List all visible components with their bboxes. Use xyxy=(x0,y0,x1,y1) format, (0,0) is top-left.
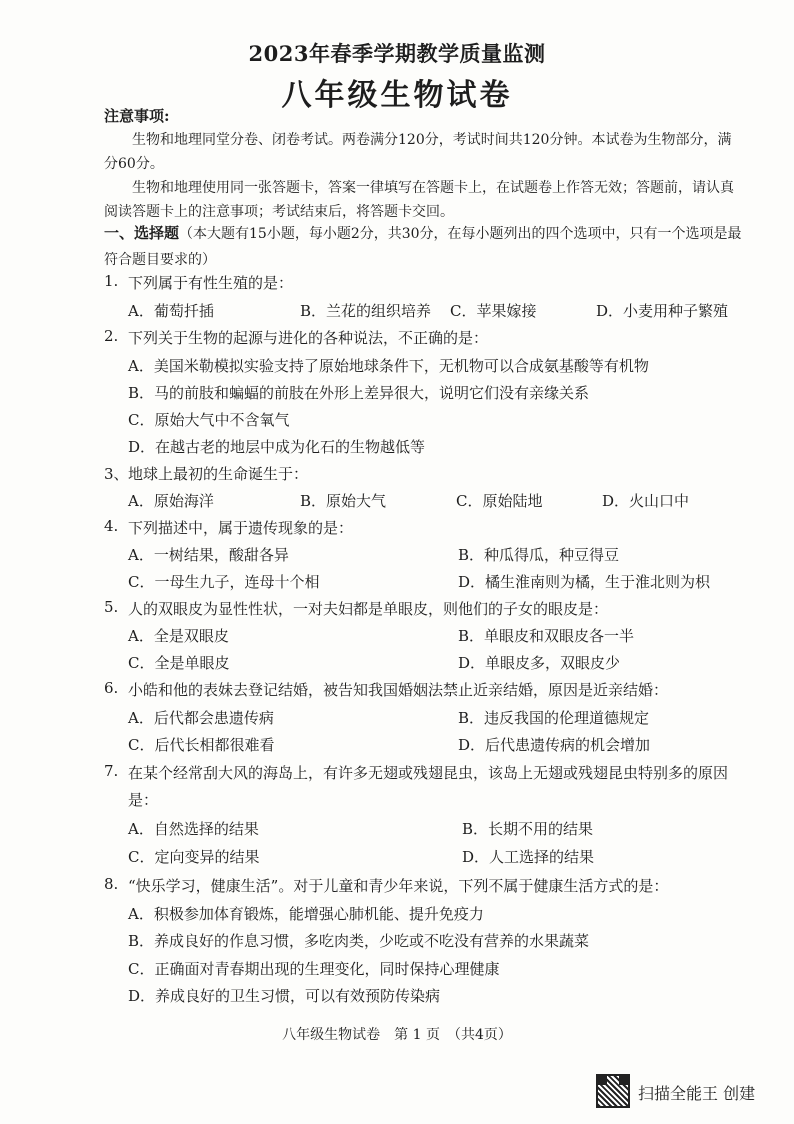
question-stem: 下列描述中，属于遗传现象的是： xyxy=(128,519,354,537)
option-b: B．长期不用的结果 xyxy=(462,820,594,838)
option-d: D．单眼皮多，双眼皮少 xyxy=(458,654,621,672)
option-d: D．橘生淮南则为橘，生于淮北则为枳 xyxy=(458,573,711,591)
question-stem: 在某个经常刮大风的海岛上，有许多无翅或残翅昆虫，该岛上无翅或残翅昆虫特别多的原因 xyxy=(128,764,729,782)
option-a: A．葡萄扦插 xyxy=(128,302,214,320)
option-a: A．一树结果，酸甜各异 xyxy=(128,546,289,564)
notes-paragraph-1: 生物和地理同堂分卷、闭卷考试。两卷满分120分，考试时间共120分钟。本试卷为生物部分，满分60分。 xyxy=(104,132,732,172)
option-b: B．兰花的组织培养 xyxy=(300,302,432,320)
question-number: 7. xyxy=(104,762,119,780)
exam-title: 2023年春季学期教学质量监测 xyxy=(248,41,546,66)
qr-code-icon xyxy=(596,1074,630,1108)
question-2-option-d: D．在越古老的地层中成为化石的生物越低等 xyxy=(128,438,426,456)
question-stem: 人的双眼皮为显性性状，一对夫妇都是单眼皮，则他们的子女的眼皮是： xyxy=(128,600,609,618)
question-2-option-b: B．马的前肢和蝙蝠的前肢在外形上差异很大，说明它们没有亲缘关系 xyxy=(128,384,590,402)
page-footer: 八年级生物试卷 第 1 页 （共4页） xyxy=(282,1027,512,1043)
question-2-option-c: C．原始大气中不含氧气 xyxy=(128,411,290,429)
question-number: 4. xyxy=(104,517,119,535)
notes-heading: 注意事项: xyxy=(104,107,170,125)
option-b: B．违反我国的伦理道德规定 xyxy=(458,709,650,727)
question-number: 1. xyxy=(104,272,119,290)
question-stem: 下列属于有性生殖的是： xyxy=(128,274,294,292)
option-d: D．后代患遗传病的机会增加 xyxy=(458,736,651,754)
section-header xyxy=(104,220,744,273)
option-b: B．种瓜得瓜，种豆得豆 xyxy=(458,546,620,564)
option-c: C．后代长相都很难看 xyxy=(128,736,275,754)
option-c: C．原始陆地 xyxy=(456,492,543,510)
question-number: 8. xyxy=(104,875,119,893)
section-description: （本大题有15小题，每小题2分，共30分，在每小题列出的四个选项中，只有一个选项是最符合题目要求的） xyxy=(104,226,742,268)
option-d: D．人工选择的结果 xyxy=(462,848,595,866)
question-number: 2. xyxy=(104,327,119,345)
question-stem-continued: 是： xyxy=(128,791,159,809)
question-2-option-a: A．美国米勒模拟实验支持了原始地球条件下，无机物可以合成氨基酸等有机物 xyxy=(128,357,649,375)
question-stem: 地球上最初的生命诞生于： xyxy=(128,465,309,483)
exam-subtitle: 八年级生物试卷 xyxy=(281,78,513,113)
option-d: D．火山口中 xyxy=(602,492,690,510)
question-8-option-b: B．养成良好的作息习惯，多吃肉类，少吃或不吃没有营养的水果蔬菜 xyxy=(128,932,590,950)
option-a: A．自然选择的结果 xyxy=(128,820,259,838)
option-a: A．全是双眼皮 xyxy=(128,627,229,645)
option-a: A．原始海洋 xyxy=(128,492,214,510)
question-stem: 下列关于生物的起源与进化的各种说法，不正确的是： xyxy=(128,329,489,347)
question-8-option-c: C．正确面对青春期出现的生理变化，同时保持心理健康 xyxy=(128,960,500,978)
section-label: 一、选择题 xyxy=(104,224,180,242)
option-c: C．全是单眼皮 xyxy=(128,654,230,672)
question-stem: 小皓和他的表妹去登记结婚，被告知我国婚姻法禁止近亲结婚，原因是近亲结婚： xyxy=(128,681,669,699)
scanner-watermark: 扫描全能王 创建 xyxy=(638,1084,756,1103)
notes-paragraph-2: 生物和地理使用同一张答题卡，答案一律填写在答题卡上，在试题卷上作答无效；答题前，请认真阅读答题卡上的注意事项；考试结束后，将答题卡交回。 xyxy=(104,180,734,220)
question-8-option-a: A．积极参加体育锻炼，能增强心肺机能、提升免疫力 xyxy=(128,905,484,923)
option-b: B．原始大气 xyxy=(300,492,387,510)
option-c: C．定向变异的结果 xyxy=(128,848,260,866)
question-number: 6. xyxy=(104,679,119,697)
option-a: A．后代都会患遗传病 xyxy=(128,709,274,727)
question-number: 3、 xyxy=(104,465,129,483)
option-d: D．小麦用种子繁殖 xyxy=(596,302,729,320)
question-stem: “快乐学习，健康生活”。对于儿童和青少年来说，下列不属于健康生活方式的是： xyxy=(128,877,669,895)
option-c: C．一母生九子，连母十个相 xyxy=(128,573,320,591)
question-7 xyxy=(104,762,764,816)
question-8-option-d: D．养成良好的卫生习惯，可以有效预防传染病 xyxy=(128,987,441,1005)
option-c: C．苹果嫁接 xyxy=(450,302,537,320)
option-b: B．单眼皮和双眼皮各一半 xyxy=(458,627,635,645)
notes-block xyxy=(104,104,744,224)
question-number: 5. xyxy=(104,598,119,616)
